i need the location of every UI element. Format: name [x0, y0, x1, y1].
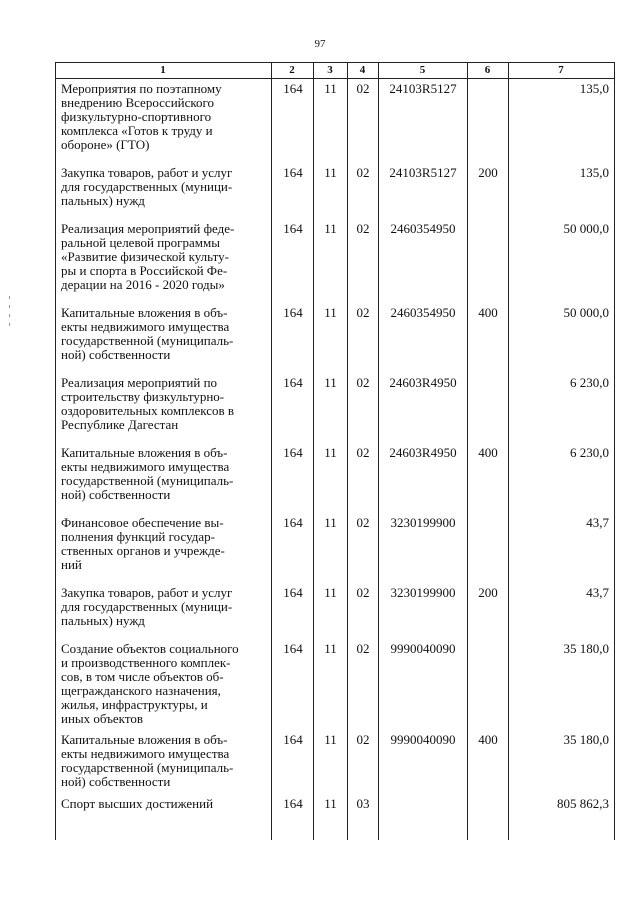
- row-col-7: 135,0: [579, 165, 609, 180]
- row-col-3: 11: [324, 445, 337, 460]
- row-col-4: 02: [356, 641, 370, 656]
- col-divider: [614, 62, 615, 840]
- row-col-7: 43,7: [586, 515, 609, 530]
- row-name: Реализация мероприятий феде- ральной целевой программы «Развитие физической культу- ры и спорта в Российской Фе- дерации на 2016 - 2020 годы»: [61, 221, 235, 292]
- row-name: Капитальные вложения в объ- екты недвижимого имущества государственной (муниципаль- ной) собственности: [61, 445, 234, 502]
- row-col-3: 11: [324, 641, 337, 656]
- header-col-7: 7: [558, 64, 564, 76]
- margin-marks: [8, 290, 12, 350]
- header-col-3: 3: [327, 64, 333, 76]
- row-col-3: 11: [324, 796, 337, 811]
- row-col-5: 24103R5127: [389, 81, 457, 96]
- row-col-2: 164: [283, 641, 303, 656]
- row-col-5: 24603R4950: [389, 375, 457, 390]
- row-col-4: 02: [356, 515, 370, 530]
- row-col-3: 11: [324, 221, 337, 236]
- row-col-4: 02: [356, 305, 370, 320]
- row-col-7: 50 000,0: [563, 305, 609, 320]
- row-col-6: 200: [478, 585, 498, 600]
- col-divider: [271, 62, 272, 840]
- row-col-4: 02: [356, 732, 370, 747]
- row-col-6: 200: [478, 165, 498, 180]
- row-col-7: 35 180,0: [563, 732, 609, 747]
- row-col-2: 164: [283, 81, 303, 96]
- row-col-4: 03: [356, 796, 370, 811]
- row-col-6: 400: [478, 305, 498, 320]
- header-col-4: 4: [359, 64, 366, 76]
- row-col-7: 43,7: [586, 585, 609, 600]
- row-col-5: 2460354950: [390, 305, 456, 320]
- row-col-5: 3230199900: [390, 585, 456, 600]
- row-col-2: 164: [283, 732, 303, 747]
- row-name: Закупка товаров, работ и услуг для государственных (муници- пальных) нужд: [61, 585, 233, 628]
- row-col-3: 11: [324, 515, 337, 530]
- row-col-7: 6 230,0: [570, 375, 609, 390]
- row-name: Мероприятия по поэтапному внедрению Всероссийского физкультурно-спортивного комплекса «Готов к труду и обороне» (ГТО): [61, 81, 222, 152]
- row-col-3: 11: [324, 305, 337, 320]
- row-col-7: 135,0: [579, 81, 609, 96]
- row-col-7: 50 000,0: [563, 221, 609, 236]
- row-name: Реализация мероприятий по строительству физкультурно- оздоровительных комплексов в Республике Дагестан: [61, 375, 235, 432]
- row-col-4: 02: [356, 375, 370, 390]
- header-col-5: 5: [419, 64, 426, 76]
- page-number: 97: [314, 38, 326, 50]
- row-col-4: 02: [356, 221, 370, 236]
- row-col-3: 11: [324, 81, 337, 96]
- row-name: Закупка товаров, работ и услуг для государственных (муници- пальных) нужд: [61, 165, 233, 208]
- row-col-3: 11: [324, 585, 337, 600]
- row-name: Создание объектов социального и производственного комплек- сов, в том числе объектов об- щегражданского назначения, жилья, инфраструктуры, и иных объектов: [61, 641, 239, 726]
- header-col-2: 2: [289, 64, 295, 76]
- header-col-6: 6: [484, 64, 491, 76]
- row-name: Капитальные вложения в объ- екты недвижимого имущества государственной (муниципаль- ной) собственности: [61, 732, 234, 789]
- row-col-4: 02: [356, 81, 370, 96]
- row-col-7: 35 180,0: [563, 641, 609, 656]
- row-col-2: 164: [283, 375, 303, 390]
- row-col-5: 2460354950: [390, 221, 456, 236]
- header-bottom-border: [55, 78, 615, 79]
- row-col-4: 02: [356, 445, 370, 460]
- row-col-2: 164: [283, 445, 303, 460]
- col-divider: [55, 62, 56, 840]
- row-col-5: 9990040090: [390, 641, 456, 656]
- budget-table: [55, 62, 615, 840]
- row-col-6: 400: [478, 732, 498, 747]
- row-col-2: 164: [283, 585, 303, 600]
- row-col-2: 164: [283, 165, 303, 180]
- row-col-2: 164: [283, 796, 303, 811]
- row-name: Финансовое обеспечение вы- полнения функций государ- ственных органов и учрежде- ний: [61, 515, 225, 572]
- row-col-5: 24103R5127: [389, 165, 457, 180]
- row-col-3: 11: [324, 732, 337, 747]
- row-col-5: 9990040090: [390, 732, 456, 747]
- row-col-5: 3230199900: [390, 515, 456, 530]
- header-col-1: 1: [160, 64, 166, 76]
- row-col-2: 164: [283, 305, 303, 320]
- row-col-2: 164: [283, 515, 303, 530]
- row-col-6: 400: [478, 445, 498, 460]
- row-col-7: 6 230,0: [570, 445, 609, 460]
- row-col-2: 164: [283, 221, 303, 236]
- row-col-4: 02: [356, 165, 370, 180]
- row-name: Капитальные вложения в объ- екты недвижимого имущества государственной (муниципаль- ной) собственности: [61, 305, 234, 362]
- row-col-4: 02: [356, 585, 370, 600]
- row-col-7: 805 862,3: [557, 796, 609, 811]
- row-col-5: 24603R4950: [389, 445, 457, 460]
- row-col-3: 11: [324, 165, 337, 180]
- row-name: Спорт высших достижений: [61, 796, 214, 811]
- row-col-3: 11: [324, 375, 337, 390]
